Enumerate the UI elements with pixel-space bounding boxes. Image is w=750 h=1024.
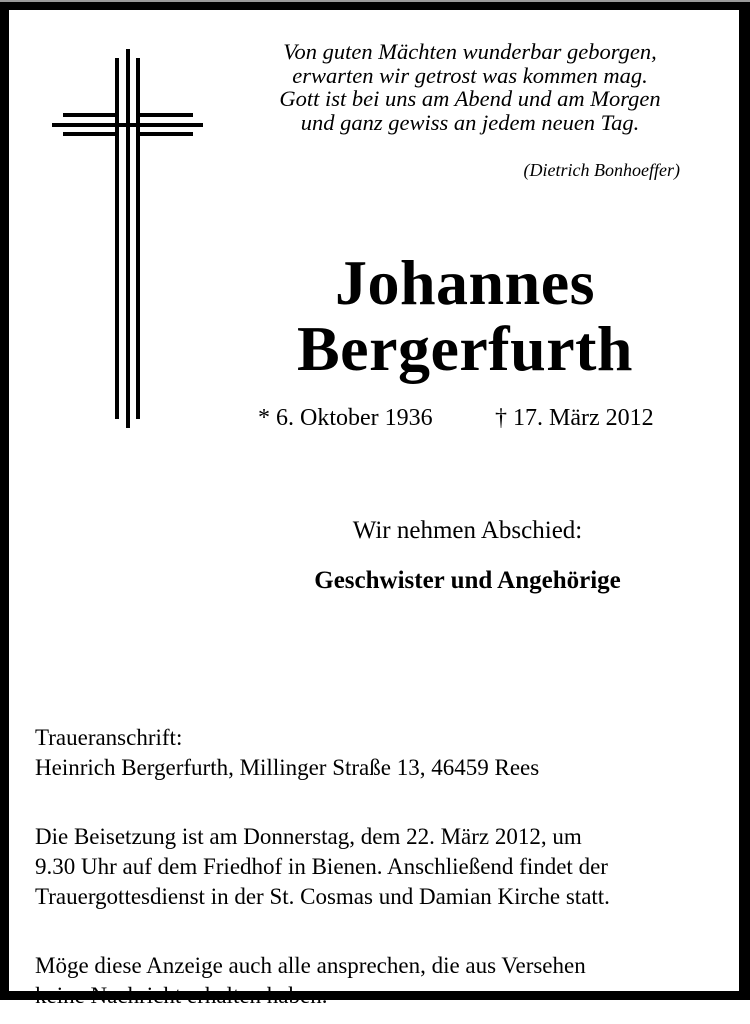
notice-line: Möge diese Anzeige auch alle ansprechen, die aus Versehen (35, 953, 586, 978)
first-name: Johannes (334, 247, 596, 318)
poem-line: Gott ist bei uns am Abend und am Morgen (279, 86, 661, 111)
farewell-intro: Wir nehmen Abschied: (352, 517, 583, 544)
last-name: Bergerfurth (296, 313, 634, 384)
cross-center-horizontal (52, 123, 203, 127)
poem-line: erwarten wir getrost was kommen mag. (292, 62, 648, 88)
address-label: Traueranschrift: (35, 725, 183, 750)
cross-lower-right-horizontal (136, 132, 193, 136)
funeral-line: Trauergottesdienst in der St. Cosmas und Damian Kirche statt. (35, 884, 610, 909)
info-block (35, 710, 735, 1024)
funeral-line: 9.30 Uhr auf dem Friedhof in Bienen. Anschließend findet der (35, 854, 608, 879)
poem-line: und ganz gewiss an jedem neuen Tag. (300, 109, 640, 135)
cross-upper-right-horizontal (136, 113, 193, 117)
cross-lower-left-horizontal (63, 132, 119, 136)
death-date: † 17. März 2012 (495, 405, 654, 431)
address: Heinrich Bergerfurth, Millinger Straße 13, 46459 Rees (35, 755, 540, 780)
poem-line: Von guten Mächten wunderbar geborgen, (283, 39, 657, 64)
funeral-line: Die Beisetzung ist am Donnerstag, dem 22. März 2012, um (35, 824, 582, 849)
deceased-name (240, 247, 690, 384)
cross-upper-left-horizontal (63, 113, 119, 117)
mourners: Geschwister und Angehörige (314, 567, 621, 594)
cross-center-vertical (126, 49, 130, 428)
poem-author: (Dietrich Bonhoeffer) (523, 160, 680, 180)
birth-date: * 6. Oktober 1936 (258, 405, 433, 431)
poem (220, 40, 720, 134)
notice-line: keine Nachricht erhalten haben. (35, 983, 328, 1008)
